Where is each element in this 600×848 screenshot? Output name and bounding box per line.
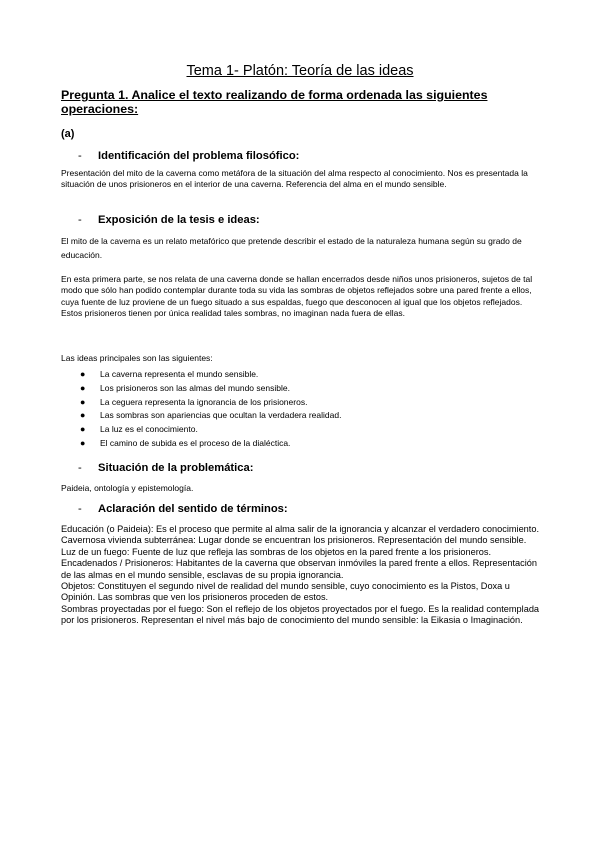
list-item-text: Los prisioneros son las almas del mundo sensible.	[100, 382, 290, 393]
situation-text: Paideia, ontología y epistemología.	[61, 483, 194, 493]
list-item-text: La caverna representa el mundo sensible.	[100, 369, 259, 379]
term-definition: Cavernosa vivienda subterránea: Lugar donde se encuentran los prisioneros. Representación del mundo sensible.	[61, 535, 527, 546]
list-item	[80, 382, 341, 396]
section-heading-terms	[78, 503, 288, 515]
list-item	[80, 396, 341, 410]
bullet-icon: ●	[80, 369, 86, 379]
problem-paragraph	[61, 168, 543, 191]
list-item-text: La ceguera representa la ignorancia de los prisioneros.	[100, 396, 308, 407]
list-item	[80, 437, 341, 451]
list-item-text: Las sombras son apariencias que ocultan la verdadera realidad.	[100, 410, 342, 421]
bullet-icon: ●	[80, 382, 86, 393]
section-heading-problem-text: Identificación del problema filosófico:	[98, 150, 300, 162]
section-heading-terms-text: Aclaración del sentido de términos:	[98, 503, 288, 515]
thesis-intro	[61, 235, 543, 262]
section-heading-thesis	[78, 214, 260, 226]
list-item	[80, 368, 341, 382]
ideas-intro	[61, 353, 543, 364]
bullet-icon: ●	[80, 424, 86, 435]
thesis-intro-text: El mito de la caverna es un relato metafórico que pretende describir el estado de la naturaleza humana según su grado de educación.	[61, 236, 522, 260]
problem-text: Presentación del mito de la caverna como metáfora de la situación del alma respecto al conocimiento. Nos es presentada la situación de unos prisioneros en el interior de una caverna. Referencia del alma en el mundo sensible.	[61, 168, 528, 190]
section-heading-problem	[78, 150, 299, 162]
dash-marker: -	[78, 503, 82, 515]
terms-list	[61, 524, 543, 627]
term-definition: Sombras proyectadas por el fuego: Son el reflejo de los objetos proyectados por el fuego. Es la realidad contemplada por los prisioneros. Representan el nivel más bajo de conocimiento del mundo sensible: la Eikasia o Imaginación.	[61, 603, 540, 626]
question-heading: Pregunta 1. Analice el texto realizando de forma ordenada las siguientes operaciones:	[61, 88, 488, 116]
list-item-text: El camino de subida es el proceso de la dialéctica.	[100, 437, 291, 448]
dash-marker: -	[78, 462, 82, 474]
list-item-text: La luz es el conocimiento.	[100, 424, 198, 435]
term-definition: Objetos: Constituyen el segundo nivel de realidad del mundo sensible, cuyo conocimiento es la Pistos, Doxa u Opinión. Las sombras que ven los prisioneros proceden de estos.	[61, 581, 510, 603]
bullet-icon: ●	[80, 396, 86, 407]
section-heading-situation-text: Situación de la problemática:	[98, 462, 254, 474]
situation-paragraph	[61, 483, 543, 494]
dash-marker: -	[78, 214, 82, 226]
thesis-paragraph-2: Estos prisioneros tienen por única realidad tales sombras, no imaginan nada fuera de ellas.	[61, 308, 405, 319]
list-item	[80, 409, 341, 423]
term-definition: Educación (o Paideia): Es el proceso que permite al alma salir de la ignorancia y alcanzar el verdadero conocimiento.	[61, 524, 540, 534]
section-heading-situation	[78, 462, 253, 474]
ideas-list	[80, 368, 341, 451]
thesis-paragraph-1: En esta primera parte, se nos relata de una caverna donde se hallan encerrados desde niños unos prisioneros, sujetos de tal modo que sólo han podido contemplar durante toda su vida las sombras de objetos reflejados sobre una pared frente a ellos, cuya fuente de luz proviene de un fuego situado a sus espaldas, fuego que desconocen al igual que los objetos reflejados.	[61, 274, 533, 307]
term-definition: Encadenados / Prisioneros: Habitantes de la caverna que observan inmóviles la pared frente a ellos. Representación de las almas en el mundo sensible, esclavas de su propia ignorancia.	[61, 558, 537, 580]
bullet-icon: ●	[80, 410, 86, 421]
ideas-intro-text: Las ideas principales son las siguientes:	[61, 353, 213, 363]
thesis-body	[61, 274, 543, 320]
part-label: (a)	[61, 128, 75, 140]
dash-marker: -	[78, 150, 82, 162]
section-heading-thesis-text: Exposición de la tesis e ideas:	[98, 214, 260, 226]
document-title: Tema 1- Platón: Teoría de las ideas	[186, 63, 414, 79]
term-definition: Luz de un fuego: Fuente de luz que refleja las sombras de los objetos en la pared frente a los prisioneros.	[61, 546, 492, 557]
list-item	[80, 423, 341, 437]
bullet-icon: ●	[80, 437, 86, 448]
